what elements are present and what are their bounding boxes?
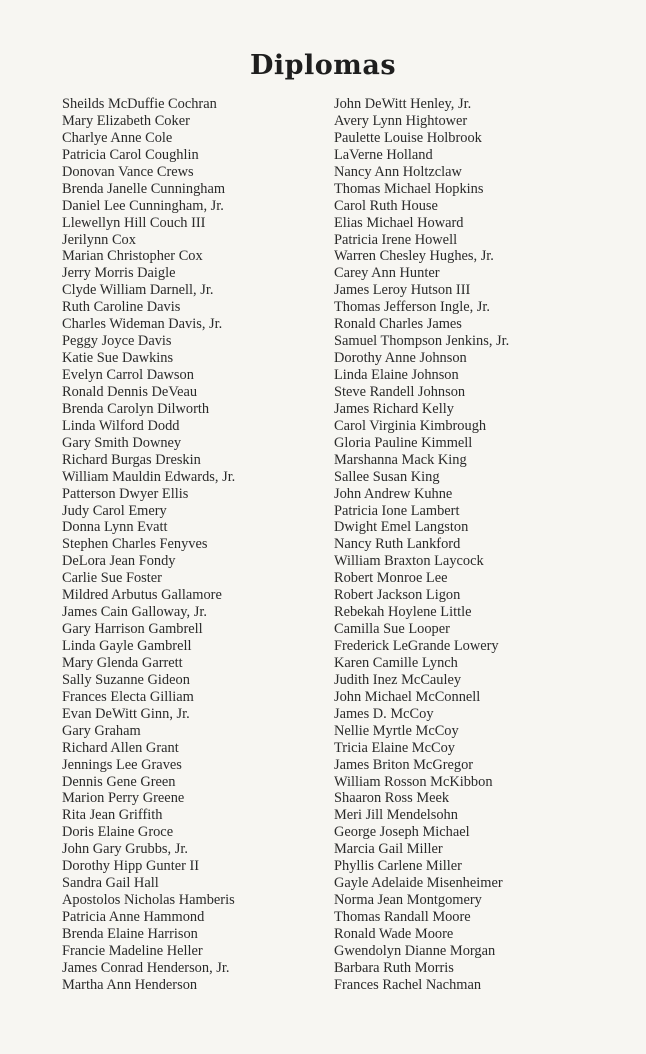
name-entry: James Richard Kelly [334,400,454,417]
name-entry: Francie Madeline Heller [62,942,203,959]
name-entry: Evan DeWitt Ginn, Jr. [62,705,190,722]
name-entry: Avery Lynn Hightower [334,112,468,129]
name-entry: Thomas Jefferson Ingle, Jr. [334,299,490,316]
name-entry: John Michael McConnell [334,688,481,705]
name-entry: Frances Electa Gilliam [62,688,194,705]
name-entry: Donovan Vance Crews [62,163,194,180]
name-entry: Marcia Gail Miller [334,841,443,858]
name-entry: Mary Glenda Garrett [62,654,183,671]
name-entry: Gayle Adelaide Misenheimer [334,875,503,892]
name-entry: Tricia Elaine McCoy [334,739,455,756]
name-entry: Carey Ann Hunter [334,265,440,282]
name-entry: Brenda Janelle Cunningham [62,180,226,197]
name-entry: Dorothy Anne Johnson [334,350,467,367]
name-entry: Richard Allen Grant [62,739,179,756]
name-entry: Richard Burgas Dreskin [62,451,201,468]
name-entry: Patricia Irene Howell [334,231,458,248]
name-entry: Martha Ann Henderson [62,976,198,993]
name-entry: James Briton McGregor [334,756,474,773]
name-entry: Sandra Gail Hall [62,875,159,892]
name-entry: Peggy Joyce Davis [62,333,172,350]
name-entry: Barbara Ruth Morris [334,959,454,976]
name-entry: John Andrew Kuhne [334,485,453,502]
name-entry: Charlye Anne Cole [62,129,173,146]
name-entry: Evelyn Carrol Dawson [62,367,194,383]
name-entry: Daniel Lee Cunningham, Jr. [62,197,224,214]
name-entry: Gary Graham [62,722,141,739]
name-entry: Elias Michael Howard [334,214,464,231]
name-entry: Samuel Thompson Jenkins, Jr. [334,333,510,350]
name-entry: Katie Sue Dawkins [62,350,174,367]
name-entry: Linda Elaine Johnson [334,367,459,383]
name-entry: John DeWitt Henley, Jr. [334,96,472,112]
name-entry: James Leroy Hutson III [334,282,471,299]
name-entry: Mildred Arbutus Gallamore [62,587,222,604]
name-entry: Carlie Sue Foster [62,570,162,587]
name-entry: Linda Wilford Dodd [62,417,180,434]
name-entry: Robert Monroe Lee [334,570,448,587]
name-entry: Ronald Wade Moore [334,925,454,942]
name-entry: Shaaron Ross Meek [334,790,450,807]
name-entry: George Joseph Michael [334,824,470,841]
names-list-left [62,96,322,994]
name-entry: Charles Wideman Davis, Jr. [62,316,223,333]
name-entry: John Gary Grubbs, Jr. [62,841,188,858]
name-entry: Gwendolyn Dianne Morgan [334,942,496,959]
name-entry: Robert Jackson Ligon [334,587,461,604]
name-entry: Marshanna Mack King [334,451,467,468]
name-entry: Judith Inez McCauley [334,671,462,688]
name-entry: Patricia Anne Hammond [62,909,205,925]
name-entry: Sallee Susan King [334,468,440,485]
name-entry: Ronald Charles James [334,316,462,333]
page-title: Diplomas [249,50,397,81]
name-entry: Sally Suzanne Gideon [62,671,190,688]
name-entry: Gloria Pauline Kimmell [334,434,473,451]
name-entry: Nellie Myrtle McCoy [334,722,459,739]
name-entry: Karen Camille Lynch [334,654,458,671]
name-entry: Camilla Sue Looper [334,621,450,638]
name-entry: Rebekah Hoylene Little [334,604,472,621]
name-entry: LaVerne Holland [334,146,433,163]
name-entry: Thomas Randall Moore [334,909,471,925]
name-entry: Dwight Emel Langston [334,519,469,536]
name-entry: James Cain Galloway, Jr. [62,604,207,621]
name-entry: Norma Jean Montgomery [334,892,482,909]
name-entry: Judy Carol Emery [62,502,167,519]
name-entry: James D. McCoy [334,705,434,722]
name-entry: Carol Ruth House [334,197,438,214]
name-entry: Donna Lynn Evatt [62,519,168,536]
name-entry: Nancy Ruth Lankford [334,536,461,553]
name-entry: Brenda Elaine Harrison [62,925,198,942]
name-entry: Dennis Gene Green [62,773,176,790]
name-entry: Linda Gayle Gambrell [62,638,192,654]
name-entry: William Braxton Laycock [334,553,484,570]
name-entry: Patterson Dwyer Ellis [62,485,189,502]
name-entry: Sheilds McDuffie Cochran [62,96,217,112]
name-entry: Mary Elizabeth Coker [62,112,190,129]
name-entry: Brenda Carolyn Dilworth [62,400,210,417]
name-entry: William Rosson McKibbon [334,773,493,790]
name-entry: Gary Smith Downey [62,434,182,451]
name-entry: Jerry Morris Daigle [62,265,176,282]
name-entry: Apostolos Nicholas Hamberis [62,892,235,909]
name-entry: Frances Rachel Nachman [334,976,482,993]
name-entry: Gary Harrison Gambrell [62,621,203,638]
name-entry: Jerilynn Cox [62,231,136,248]
name-entry: James Conrad Henderson, Jr. [62,959,230,976]
name-entry: Carol Virginia Kimbrough [334,417,487,434]
name-entry: DeLora Jean Fondy [62,553,176,570]
name-entry: Ronald Dennis DeVeau [62,383,198,400]
name-entry: Marion Perry Greene [62,790,185,807]
name-entry: Nancy Ann Holtzclaw [334,163,462,180]
name-entry: Thomas Michael Hopkins [334,180,484,197]
name-entry: Patricia Carol Coughlin [62,146,199,163]
name-entry: Marian Christopher Cox [62,248,203,265]
name-entry: Paulette Louise Holbrook [334,129,482,146]
name-entry: Phyllis Carlene Miller [334,858,462,875]
name-entry: Meri Jill Mendelsohn [334,807,458,824]
name-entry: Steve Randell Johnson [334,383,466,400]
name-entry: Doris Elaine Groce [62,824,174,841]
names-list-right [334,96,614,994]
name-entry: Ruth Caroline Davis [62,299,181,316]
name-entry: Frederick LeGrande Lowery [334,638,499,654]
name-entry: Patricia Ione Lambert [334,502,460,519]
name-entry: Jennings Lee Graves [62,756,182,773]
name-entry: Llewellyn Hill Couch III [62,214,206,231]
name-entry: Clyde William Darnell, Jr. [62,282,214,299]
name-entry: Dorothy Hipp Gunter II [62,858,200,875]
name-entry: Rita Jean Griffith [62,807,163,824]
name-entry: William Mauldin Edwards, Jr. [62,468,236,485]
name-entry: Warren Chesley Hughes, Jr. [334,248,494,265]
name-entry: Stephen Charles Fenyves [62,536,208,553]
